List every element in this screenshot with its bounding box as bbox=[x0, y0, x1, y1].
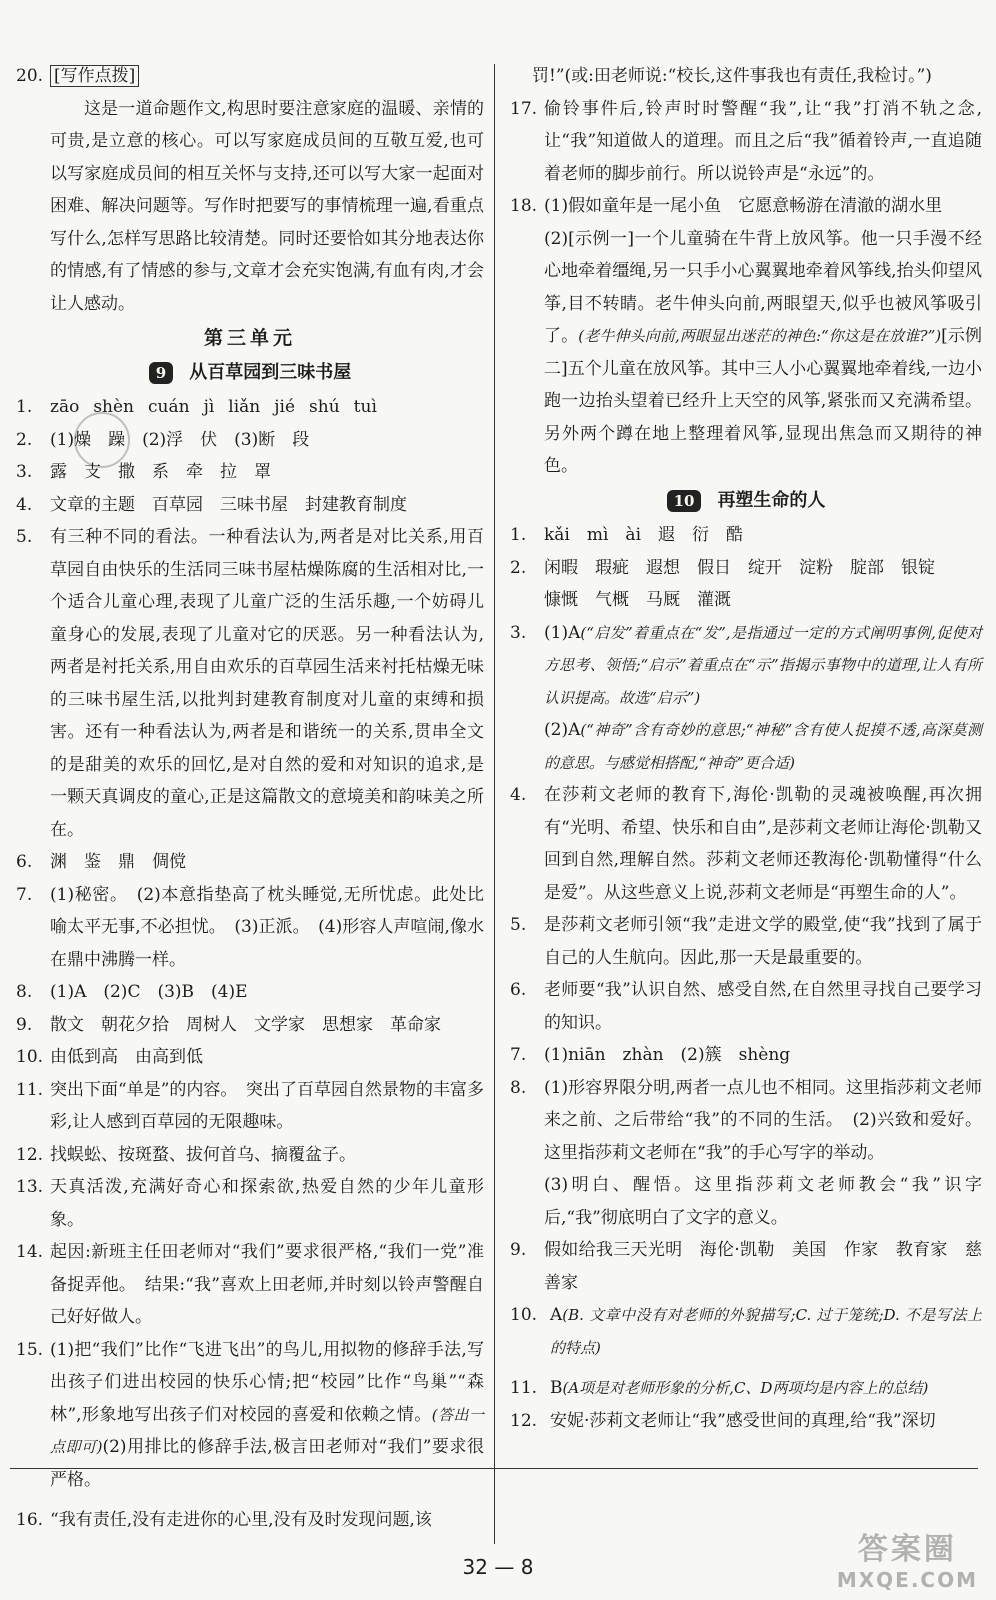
answer-1 bbox=[16, 391, 484, 424]
pinyin: jì bbox=[203, 397, 215, 417]
answer-16 bbox=[16, 1504, 484, 1537]
answer-text: (1)燥 躁 (2)浮 伏 (3)断 段 bbox=[50, 429, 310, 450]
answer-9 bbox=[16, 1009, 484, 1042]
answer-number: 3. bbox=[510, 622, 527, 643]
answer-note: (A项是对老师形象的分析,C、D两项均是内容上的总结) bbox=[562, 1379, 929, 1397]
answer-number: 11. bbox=[16, 1079, 44, 1100]
answer-13 bbox=[16, 1171, 484, 1236]
answer-2 bbox=[16, 424, 484, 457]
answer-text: (1)假如童年是一尾小鱼 它愿意畅游在清澈的湖水里 bbox=[544, 196, 943, 216]
answer-11 bbox=[510, 1372, 982, 1405]
answer-text: 安妮·莎莉文老师让“我”感受世间的真理,给“我”深切 bbox=[550, 1410, 936, 1431]
answer-text: B bbox=[550, 1378, 563, 1398]
answer-text: 有三种不同的看法。一种看法认为,两者是对比关系,用百草园自由快乐的生活同三味书屋枯燥陈腐的生活相对比,一个适合儿童心理,表现了儿童广泛的生活乐趣,一个妨碍儿童身心的发展,表现了儿童对它的厌恶。另一种看法认为,两者是衬托关系,用自由欢乐的百草园生活来衬托枯燥无味的三味书屋生活,以批判封建教育制度对儿童的束缚和损害。还有一种看法认为,两者是和谐统一的关系,贯串全文的是甜美的欢乐的回忆,是对自然的爱和对知识的追求,是一颗天真调皮的童心,正是这篇散文的意境美和韵味美之所在。 bbox=[50, 527, 484, 840]
answer-text: 闲暇 瑕疵 遐想 假日 绽开 淀粉 腚部 银锭 bbox=[544, 557, 935, 578]
answer-text: (2)A bbox=[544, 720, 581, 740]
answer-9 bbox=[510, 1234, 982, 1299]
answer-text: 散文 朝花夕拾 周树人 文学家 思想家 革命家 bbox=[50, 1014, 441, 1035]
pinyin: tuì bbox=[353, 397, 377, 417]
answer-text: 慷慨 气概 马厩 灌溉 bbox=[544, 590, 731, 610]
answer-text: A bbox=[550, 1305, 563, 1325]
lesson-number-badge: 10 bbox=[667, 490, 702, 512]
answer-note: (老牛伸头向前,两眼显出迷茫的神色:“你这是在放谁?”) bbox=[578, 327, 942, 345]
pinyin: shèn bbox=[93, 397, 135, 417]
answer-17 bbox=[510, 93, 982, 191]
answer-number: 17. bbox=[510, 98, 538, 119]
pinyin: shú bbox=[309, 397, 340, 417]
answer-number: 3. bbox=[16, 462, 33, 482]
answer-2 bbox=[510, 552, 982, 617]
lesson-title: 从百草园到三味书屋 bbox=[189, 361, 352, 383]
pinyin-list bbox=[50, 391, 484, 424]
answer-12 bbox=[510, 1405, 982, 1438]
answer-text: 找蜈蚣、按斑蝥、拔何首乌、摘覆盆子。 bbox=[50, 1144, 356, 1165]
lesson-title: 再塑生命的人 bbox=[717, 489, 826, 511]
answer-text: 老师要“我”认识自然、感受自然,在自然里寻找自己要学习的知识。 bbox=[544, 980, 982, 1033]
answer-6 bbox=[16, 846, 484, 879]
answer-text: (1)把“我们”比作“飞进飞出”的鸟儿,用拟物的修辞手法,写出孩子们进出校园的快乐心情;把“校园”比作“鸟巢”“森林”,形象地写出孩子们对校园的喜爱和依赖之情。 bbox=[50, 1339, 484, 1425]
answer-6 bbox=[510, 974, 982, 1039]
answer-number: 4. bbox=[510, 785, 527, 805]
answer-text: (2)[示例一]一个儿童骑在牛背上放风筝。他一只手漫不经心地牵着缰绳,另一只手小心翼翼地牵着风筝线,抬头仰望风筝,目不转睛。老牛伸头向前,两眼望天,似乎也被风筝吸引了。 bbox=[544, 228, 982, 346]
answer-3 bbox=[510, 617, 982, 780]
answer-text: (2)用排比的修辞手法,极言田老师对“我们”要求很严格。 bbox=[50, 1437, 484, 1490]
answer-7 bbox=[16, 879, 484, 977]
answer-text: 起因:新班主任田老师对“我们”要求很严格,“我们一党”准备捉弄他。 结果:“我”喜欢上田老师,并时刻以铃声警醒自己好好做人。 bbox=[50, 1242, 484, 1327]
page-number: 32 — 8 bbox=[462, 1555, 534, 1579]
watermark-text: MXQE.COM bbox=[836, 1568, 978, 1592]
answer-number: 10. bbox=[16, 1047, 44, 1067]
answer-10 bbox=[510, 1299, 982, 1364]
right-column bbox=[510, 60, 982, 1437]
answer-1 bbox=[510, 519, 982, 552]
answer-number: 4. bbox=[16, 494, 33, 515]
answer-8 bbox=[16, 976, 484, 1009]
answer-number: 12. bbox=[510, 1410, 538, 1431]
answer-text: 假如给我三天光明 海伦·凯勒 美国 作家 教育家 慈善家 bbox=[544, 1240, 982, 1293]
answer-text: 是莎莉文老师引领“我”走进文学的殿堂,使“我”找到了属于自己的人生航向。因此,那一天是最重要的。 bbox=[544, 915, 982, 968]
answer-11 bbox=[16, 1074, 484, 1139]
answer-15 bbox=[16, 1334, 484, 1497]
answer-text: 在莎莉文老师的教育下,海伦·凯勒的灵魂被唤醒,再次拥有“光明、希望、快乐和自由”,是莎莉文老师让海伦·凯勒又回到自然,理解自然。莎莉文老师还教海伦·凯勒懂得“什么是爱”。从这些意义上说,莎莉文老师是“再塑生命的人”。 bbox=[544, 785, 982, 903]
answer-text: (1)形容界限分明,两者一点儿也不相同。这里指莎莉文老师来之前、之后带给“我”的不同的生活。 (2)兴致和爱好。这里指莎莉文老师在“我”的手心写字的举动。 bbox=[544, 1077, 982, 1163]
answer-number: 6. bbox=[510, 980, 527, 1000]
unit-title: 第三单元 bbox=[203, 327, 296, 349]
answer-number: 1. bbox=[16, 397, 33, 417]
answer-number: 8. bbox=[510, 1077, 527, 1098]
answer-number: 2. bbox=[16, 429, 33, 450]
pinyin: liǎn bbox=[228, 397, 261, 417]
answer-number: 7. bbox=[510, 1045, 527, 1065]
writing-tip-paragraph: 这是一道命题作文,构思时要注意家庭的温暖、亲情的可贵,是立意的核心。可以写家庭成员间的互敬互爱,也可以写家庭成员间的相互关怀与支持,还可以写大家一起面对困难、解决问题等。写作时把要写的事情梳理一遍,看重点写什么,怎样写思路比较清楚。同时还要恰如其分地表达你的情感,有了情感的参与,文章才会充实饱满,有血有肉,才会让人感动。 bbox=[50, 98, 484, 314]
answer-text: 突出下面“单是”的内容。 突出了百草园自然景物的丰富多彩,让人感到百草园的无限趣味。 bbox=[50, 1079, 484, 1132]
answer-text: 露 支 撒 系 牵 拉 罩 bbox=[50, 462, 271, 482]
answer-text: (1)秘密。 (2)本意指垫高了枕头睡觉,无所忧虑。此处比喻太平无事,不必担忧。 (3)正派。 (4)形容人声喧闹,像水在鼎中沸腾一样。 bbox=[50, 884, 484, 970]
answer-4 bbox=[510, 779, 982, 909]
answer-number: 5. bbox=[510, 915, 527, 935]
pinyin: cuán bbox=[148, 397, 190, 417]
answer-text: (3)明白、醒悟。这里指莎莉文老师教会“我”识字后,“我”彻底明白了文字的意义。 bbox=[544, 1175, 982, 1228]
answer-number: 11. bbox=[510, 1378, 538, 1398]
answer-text: (1)A bbox=[544, 622, 581, 643]
answer-number: 5. bbox=[16, 527, 33, 547]
answer-number: 13. bbox=[16, 1177, 44, 1197]
answer-4 bbox=[16, 489, 484, 522]
answer-number: 18. bbox=[510, 196, 538, 216]
left-column bbox=[16, 60, 484, 1537]
answer-12 bbox=[16, 1139, 484, 1172]
answer-text: 天真活泼,充满好奇心和探索欲,热爱自然的少年儿童形象。 bbox=[50, 1177, 484, 1230]
pinyin: jié bbox=[274, 397, 296, 417]
answer-number: 8. bbox=[16, 982, 33, 1002]
answer-text: (1)niān zhàn (2)簇 shèng bbox=[544, 1045, 791, 1065]
answer-number: 7. bbox=[16, 884, 33, 905]
writing-tip-tag: [写作点拨] bbox=[50, 65, 139, 87]
answer-number: 9. bbox=[16, 1014, 33, 1035]
answer-number: 16. bbox=[16, 1510, 44, 1530]
lesson-9-heading bbox=[16, 357, 484, 390]
answer-3 bbox=[16, 456, 484, 489]
answer-text: “我有责任,没有走进你的心里,没有及时发现问题,该 bbox=[50, 1510, 432, 1530]
answer-number: 14. bbox=[16, 1242, 44, 1262]
answer-note: (“启发”着重点在“发”,是指通过一定的方式阐明事例,促使对方思考、领悟;“启示”着重点在“示”指揭示事物中的道理,让人有所认识提高。故选“启示”) bbox=[544, 623, 982, 707]
answer-text: kǎi mì ài 遐 衍 酷 bbox=[544, 525, 744, 545]
answer-20 bbox=[16, 60, 484, 93]
answer-number: 1. bbox=[510, 525, 527, 545]
answer-8 bbox=[510, 1072, 982, 1235]
pinyin: zāo bbox=[50, 397, 80, 417]
watermark-text: 答案圈 bbox=[857, 1532, 957, 1567]
answer-note: (“神奇”含有奇妙的意思;“神秘”含有使人捉摸不透,高深莫测的意思。与感觉相搭配,“神奇”更合适) bbox=[544, 721, 982, 772]
answer-number: 12. bbox=[16, 1144, 44, 1165]
answer-number: 20. bbox=[16, 66, 44, 86]
answer-number: 9. bbox=[510, 1240, 527, 1260]
site-watermark-logo bbox=[837, 1524, 978, 1592]
answer-14 bbox=[16, 1236, 484, 1334]
answer-text: (1)A (2)C (3)B (4)E bbox=[50, 982, 248, 1002]
answer-5 bbox=[510, 909, 982, 974]
answer-text: 偷铃事件后,铃声时时警醒“我”,让“我”打消不轨之念,让“我”知道做人的道理。而且之后“我”循着铃声,一直追随着老师的脚步前行。所以说铃声是“永远”的。 bbox=[544, 98, 982, 184]
answer-text: 文章的主题 百草园 三味书屋 封建教育制度 bbox=[50, 494, 407, 515]
lesson-number-badge: 9 bbox=[149, 362, 173, 384]
answer-7 bbox=[510, 1039, 982, 1072]
answer-note: (B. 文章中没有对老师的外貌描写;C. 过于笼统;D. 不是写法上的特点) bbox=[550, 1306, 982, 1357]
answer-note: (答出一点即可) bbox=[50, 1405, 485, 1456]
answer-number: 15. bbox=[16, 1339, 44, 1360]
answer-text: 由低到高 由高到低 bbox=[50, 1047, 203, 1067]
answer-18 bbox=[510, 190, 982, 483]
answer-16-continued: 罚!”(或:田老师说:“校长,这件事我也有责任,我检讨。”) bbox=[532, 66, 932, 86]
answer-number: 10. bbox=[510, 1305, 538, 1325]
column-divider bbox=[494, 64, 495, 1544]
answer-10 bbox=[16, 1041, 484, 1074]
lesson-10-heading bbox=[510, 485, 982, 518]
answer-5 bbox=[16, 521, 484, 846]
answer-text: 渊 鉴 鼎 倜傥 bbox=[50, 852, 186, 872]
answer-text: [示例二]五个儿童在放风筝。其中三人小心翼翼地牵着线,一边小跑一边抬头望着已经升上天空的风筝,紧张而又充满希望。另外两个蹲在地上整理着风筝,显现出焦急而又期待的神色。 bbox=[544, 326, 982, 476]
answer-number: 2. bbox=[510, 557, 527, 578]
answer-number: 6. bbox=[16, 852, 33, 872]
